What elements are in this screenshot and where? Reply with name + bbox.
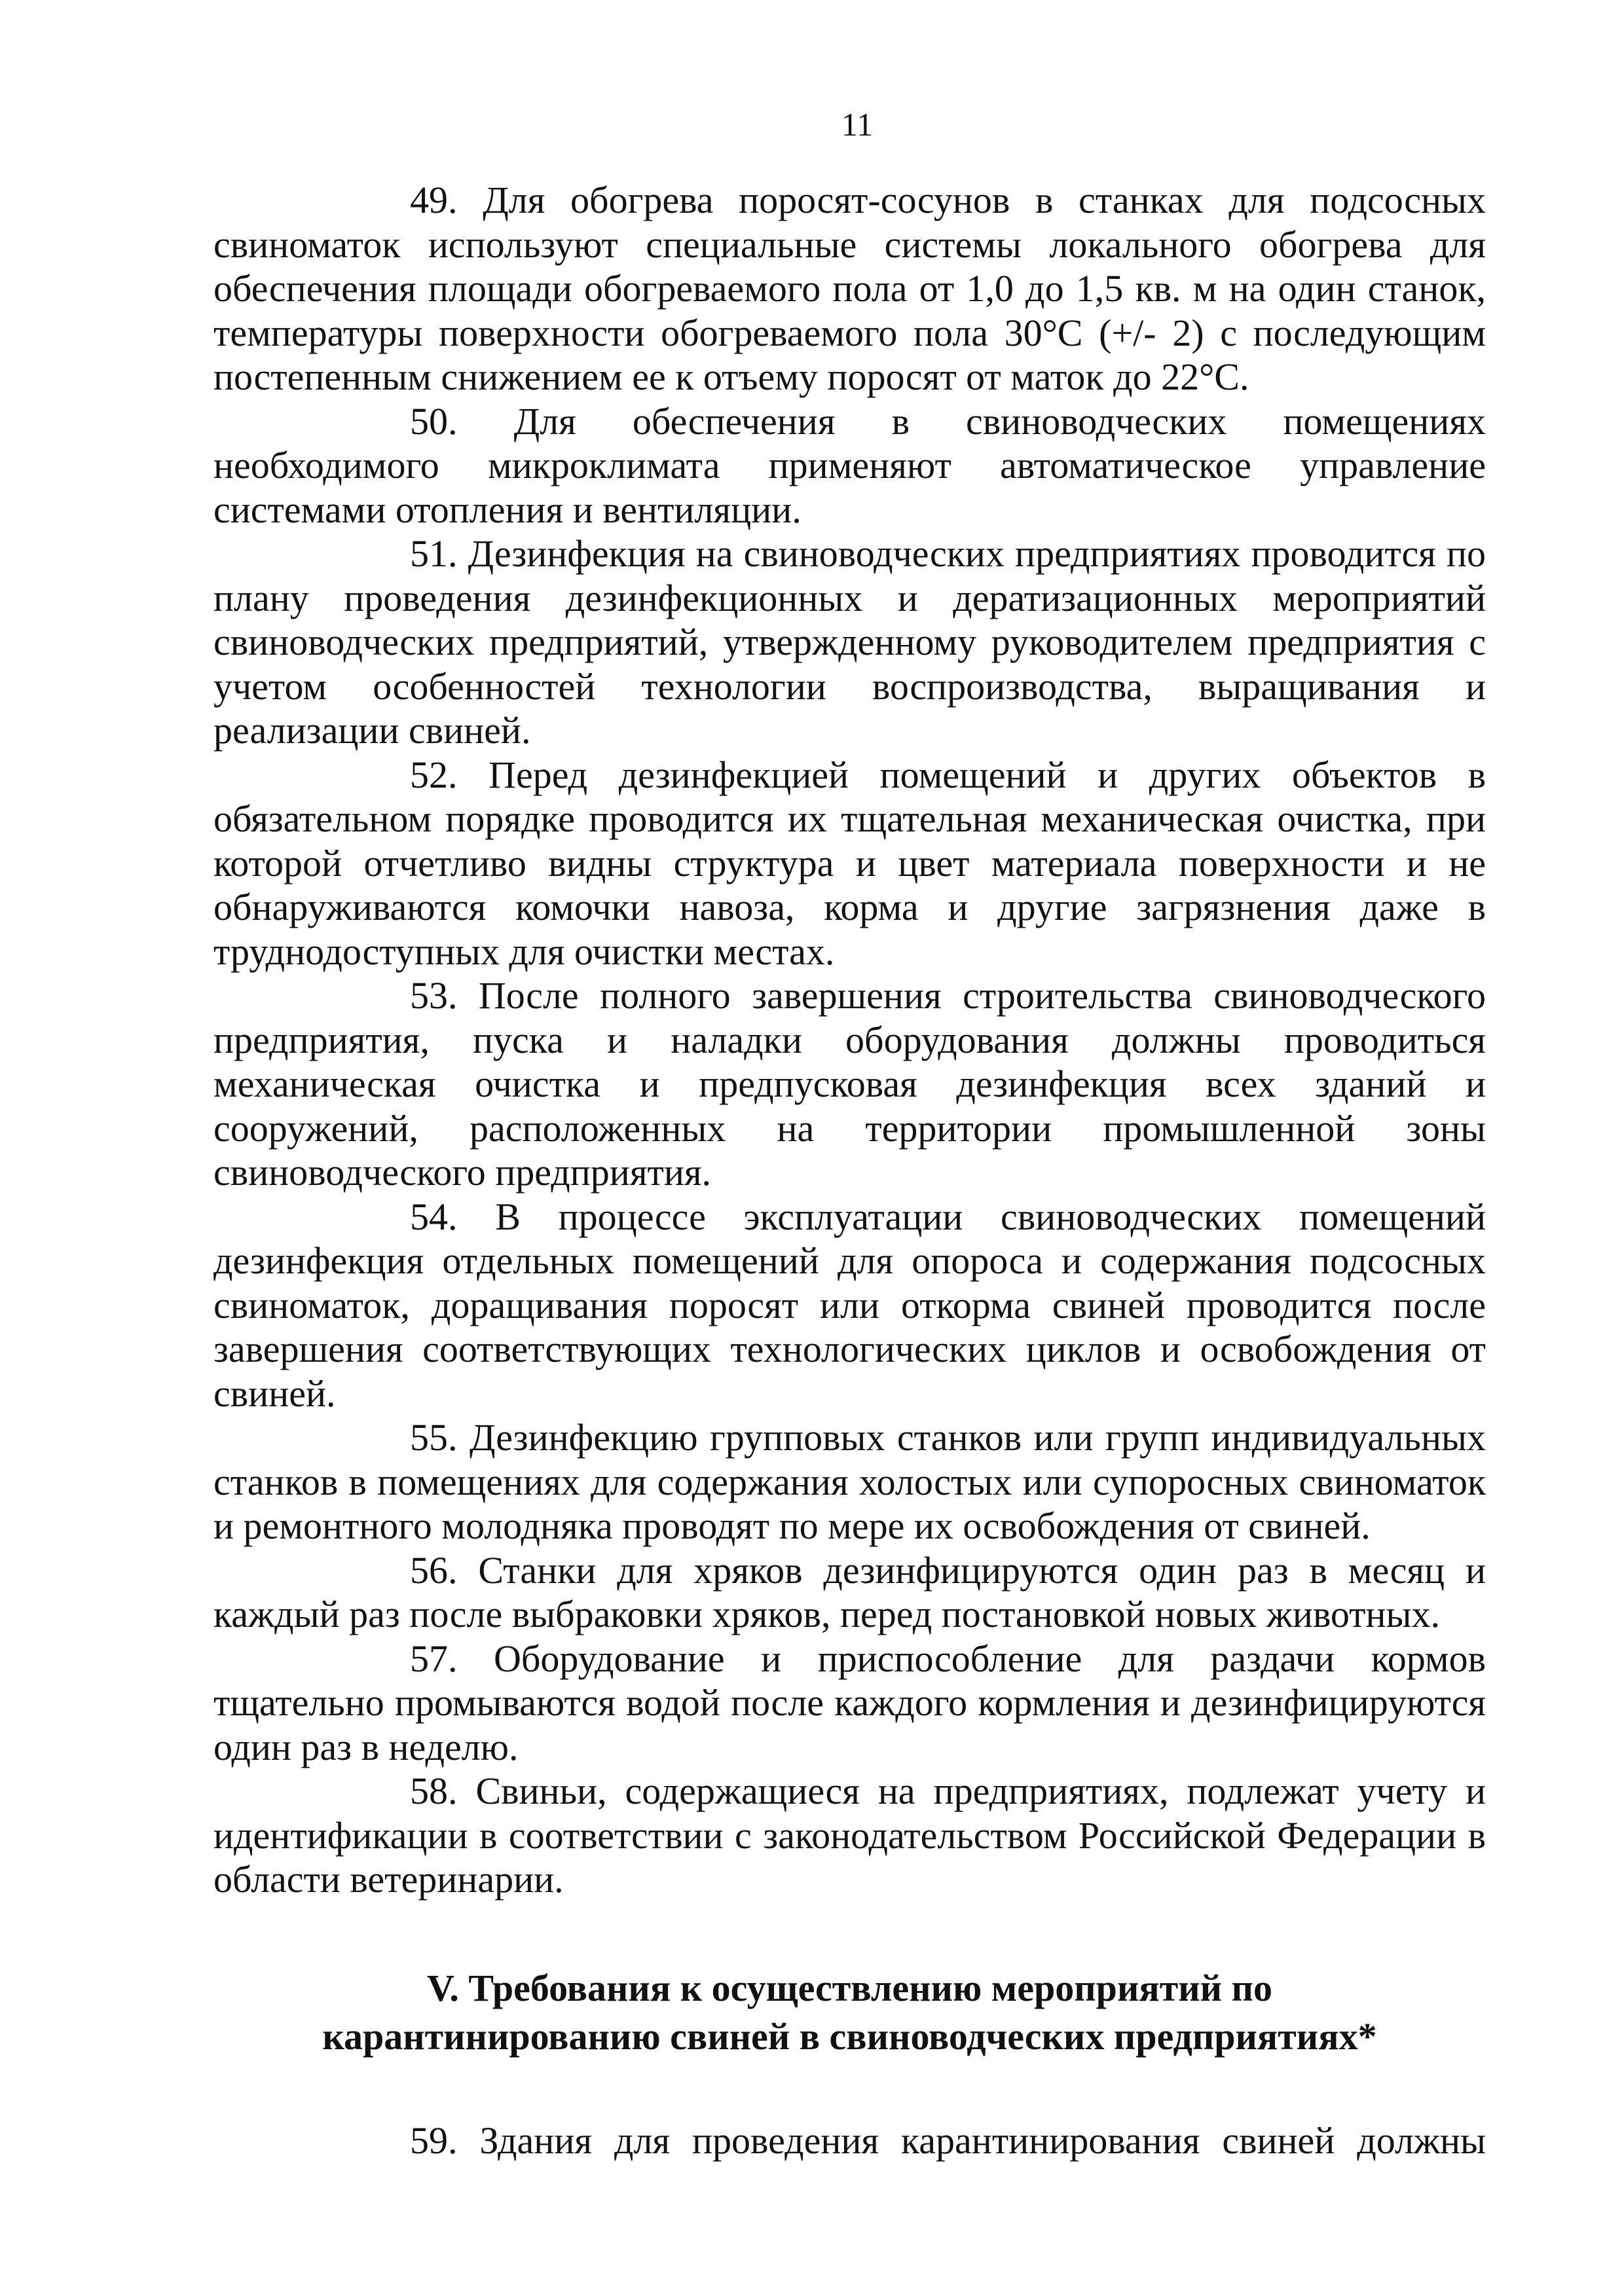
section-heading-line-2: карантинированию свиней в свиноводческих предприятиях* <box>322 2014 1377 2058</box>
paragraph-number: 55. <box>410 1416 458 1459</box>
paragraph-number: 57. <box>410 1637 458 1680</box>
paragraph-number: 59. <box>410 2119 458 2162</box>
paragraph-59 <box>213 2119 1486 2163</box>
paragraph-text: Для обеспечения в свиноводческих помещениях необходимого микроклимата применяют автоматическое управление системами отопления и вентиляции. <box>213 399 1486 531</box>
paragraph-54 <box>213 1195 1486 1416</box>
paragraph-51 <box>213 532 1486 753</box>
paragraph-text: Здания для проведения карантинирования свиней должны <box>479 2119 1486 2162</box>
paragraph-text: После полного завершения строительства свиноводческого предприятия, пуска и наладки оборудования должны проводиться механическая очистка и предпусковая дезинфекция всех зданий и сооружений, расположенных на территории промышленной зоны свиноводческого предприятия. <box>213 974 1486 1194</box>
paragraph-55 <box>213 1415 1486 1548</box>
paragraph-50 <box>213 399 1486 532</box>
section-heading <box>213 1964 1486 2061</box>
paragraph-text: Станки для хряков дезинфицируются один раз в месяц и каждый раз после выбраковки хряков, перед постановкой новых животных. <box>213 1548 1486 1635</box>
paragraph-number: 58. <box>410 1770 458 1812</box>
section-heading-line-1: V. Требования к осуществлению мероприятий по <box>427 1966 1272 2009</box>
paragraph-number: 54. <box>410 1195 458 1238</box>
paragraph-text: Перед дезинфекцией помещений и других объектов в обязательном порядке проводится их тщательная механическая очистка, при которой отчетливо видны структура и цвет материала поверхности и не обнаруживаются комочки навоза, корма и другие загрязнения даже в труднодоступных для очистки местах. <box>213 753 1486 973</box>
document-body <box>213 178 1486 2162</box>
paragraph-56 <box>213 1548 1486 1637</box>
paragraph-number: 49. <box>410 179 458 221</box>
paragraph-53 <box>213 974 1486 1195</box>
paragraph-text: Дезинфекцию групповых станков или групп индивидуальных станков в помещениях для содержания холостых или супоросных свиноматок и ремонтного молодняка проводят по мере их освобождения от свиней. <box>213 1416 1486 1547</box>
paragraph-57 <box>213 1637 1486 1770</box>
paragraph-number: 52. <box>410 753 458 796</box>
paragraph-text: Дезинфекция на свиноводческих предприятиях проводится по плану проведения дезинфекционных и дератизационных мероприятий свиноводческих предприятий, утвержденному руководителем предприятия с учетом особенностей технологии воспроизводства, выращивания и реализации свиней. <box>213 532 1486 752</box>
paragraph-58 <box>213 1769 1486 1902</box>
paragraph-text: Оборудование и приспособление для раздачи кормов тщательно промываются водой после каждого кормления и дезинфицируются один раз в неделю. <box>213 1637 1486 1768</box>
paragraph-number: 56. <box>410 1548 458 1592</box>
paragraph-49 <box>213 178 1486 399</box>
paragraph-number: 50. <box>410 399 458 443</box>
paragraph-number: 53. <box>410 974 458 1017</box>
paragraph-text: Свиньи, содержащиеся на предприятиях, подлежат учету и идентификации в соответствии с законодательством Российской Федерации в области ветеринарии. <box>213 1770 1486 1901</box>
page-number: 11 <box>841 106 874 143</box>
paragraph-text: В процессе эксплуатации свиноводческих помещений дезинфекция отдельных помещений для опороса и содержания подсосных свиноматок, доращивания поросят или откорма свиней проводится после завершения соответствующих технологических циклов и освобождения от свиней. <box>213 1195 1486 1415</box>
paragraph-52 <box>213 753 1486 974</box>
paragraph-number: 51. <box>410 532 458 575</box>
paragraph-text: Для обогрева поросят-сосунов в станках для подсосных свиноматок используют специальные системы локального обогрева для обеспечения площади обогреваемого пола от 1,0 до 1,5 кв. м на один станок, температуры поверхности обогреваемого пола 30°С (+/- 2) с последующим постепенным снижением ее к отъему поросят от маток до 22°С. <box>213 179 1486 398</box>
